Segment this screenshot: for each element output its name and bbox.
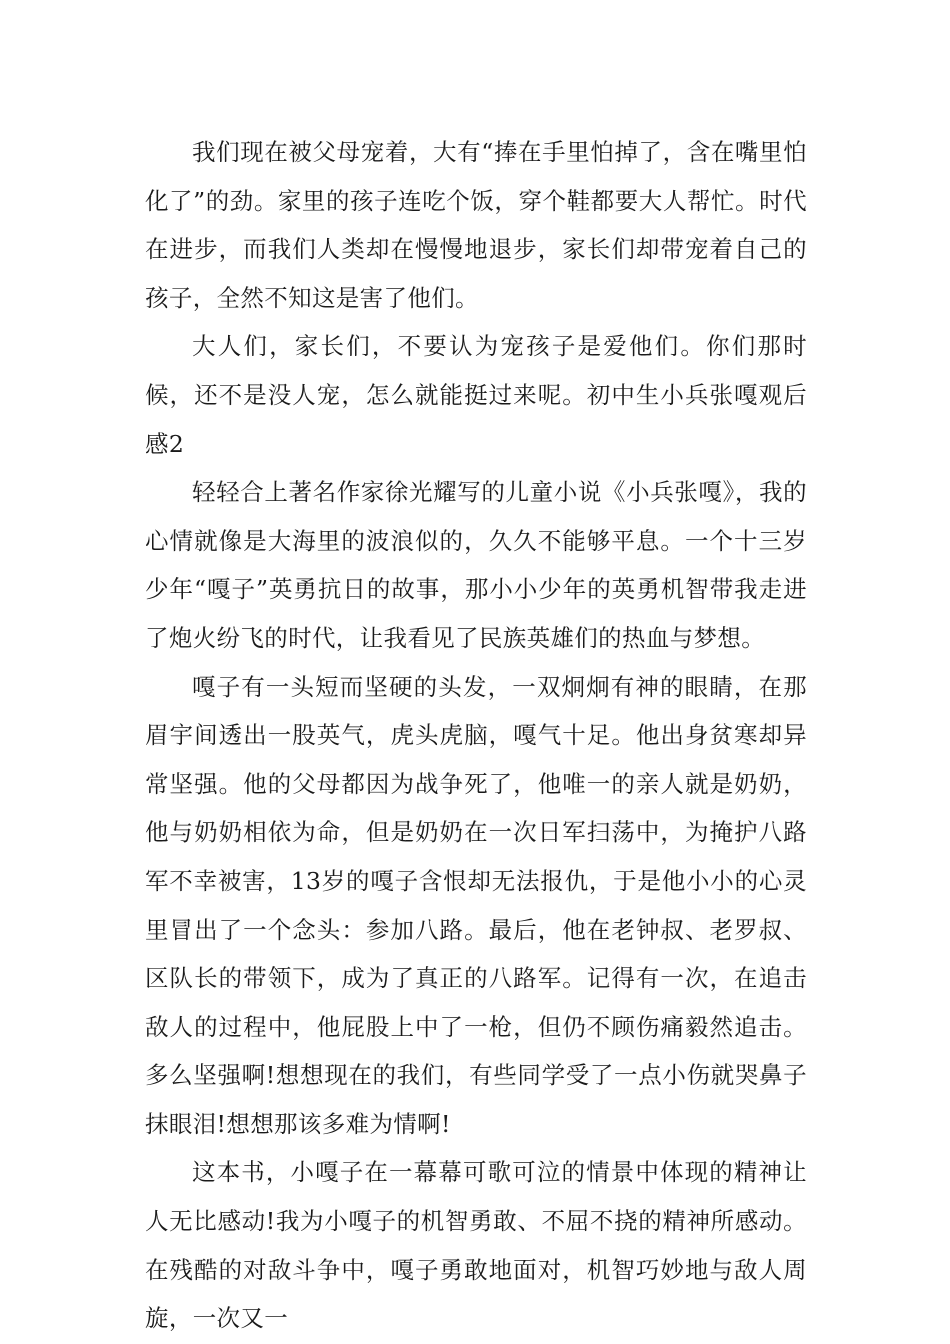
paragraph-1: 我们现在被父母宠着，大有“捧在手里怕掉了，含在嘴里怕化了”的劲。家里的孩子连吃个饭，穿个鞋都要大人帮忙。时代在进步，而我们人类却在慢慢地退步，家长们却带宠着自己的孩子，全然不知这是害了他们。 <box>145 138 807 312</box>
paragraph-5: 这本书，小嘎子在一幕幕可歌可泣的情景中体现的精神让人无比感动!我为小嘎子的机智勇敢、不屈不挠的精神所感动。在残酷的对敌斗争中，嘎子勇敢地面对，机智巧妙地与敌人周旋，一次又一 <box>145 1158 807 1333</box>
paragraph-3: 轻轻合上著名作家徐光耀写的儿童小说《小兵张嘎》，我的心情就像是大海里的波浪似的，久久不能够平息。一个十三岁少年“嘎子”英勇抗日的故事，那小小少年的英勇机智带我走进了炮火纷飞的时代，让我看见了民族英雄们的热血与梦想。 <box>145 478 807 652</box>
document-body <box>145 128 807 1343</box>
paragraph-4: 嘎子有一头短而坚硬的头发，一双炯炯有神的眼睛，在那眉宇间透出一股英气，虎头虎脑，嘎气十足。他出身贫寒却异常坚强。他的父母都因为战争死了，他唯一的亲人就是奶奶，他与奶奶相依为命，但是奶奶在一次日军扫荡中，为掩护八路军不幸被害，13岁的嘎子含恨却无法报仇，于是他小小的心灵里冒出了一个念头：参加八路。最后，他在老钟叔、老罗叔、区队长的带领下，成为了真正的八路军。记得有一次，在追击敌人的过程中，他屁股上中了一枪，但仍不顾伤痛毅然追击。多么坚强啊!想想现在的我们，有些同学受了一点小伤就哭鼻子抹眼泪!想想那该多难为情啊! <box>145 672 807 1138</box>
paragraph-2: 大人们，家长们，不要认为宠孩子是爱他们。你们那时候，还不是没人宠，怎么就能挺过来呢。初中生小兵张嘎观后感2 <box>145 332 807 458</box>
